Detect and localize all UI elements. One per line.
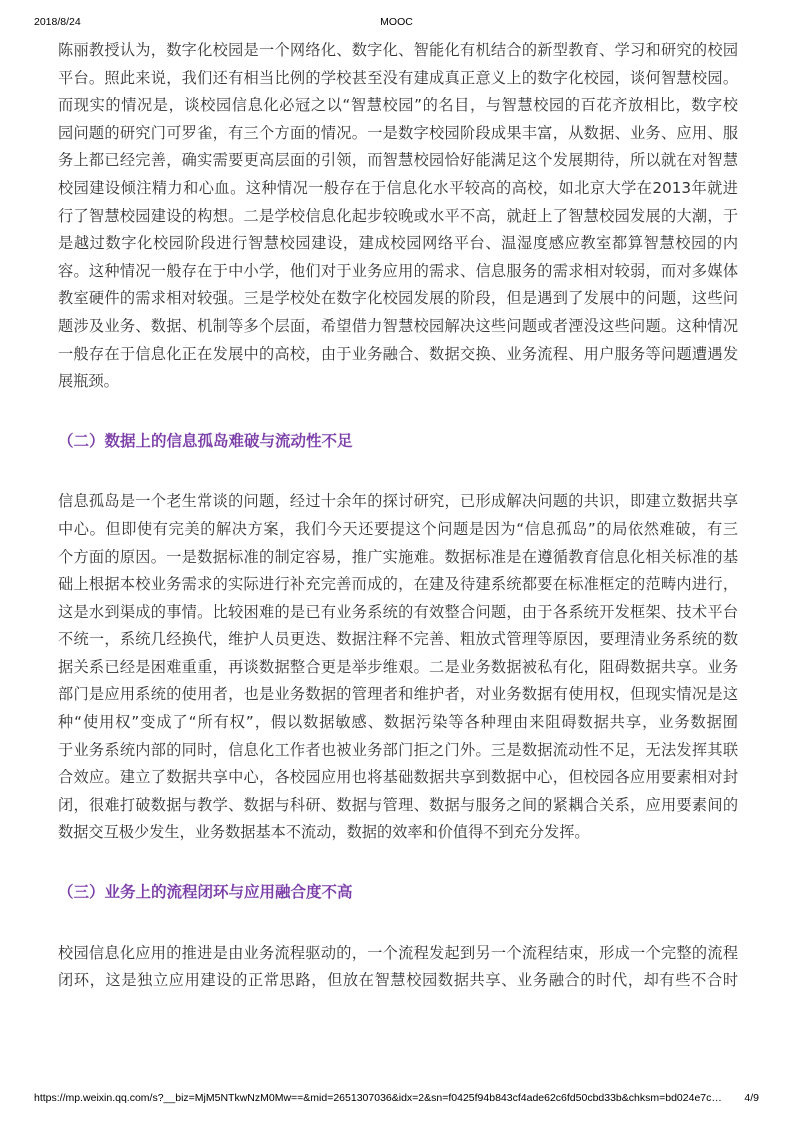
text-line: 于业务系统内部的同时，信息化工作者也被业务部门拒之门外。三是数据流动性不足，无法发挥其联: [58, 740, 738, 759]
section-heading: （二）数据上的信息孤岛难破与流动性不足: [58, 431, 353, 450]
text-line: 合效应。建立了数据共享中心，各校园应用也将基础数据共享到数据中心，但校园各应用要素相对封: [58, 768, 738, 787]
text-line: 校园信息化应用的推进是由业务流程驱动的，一个流程发起到另一个流程结束，形成一个完整的流程: [58, 943, 738, 962]
text-line: 种“使用权”变成了“所有权”，假以数据敏感、数据污染等各种理由来阻碍数据共享，业务数据囿: [58, 713, 738, 732]
text-line: 展瓶颈。: [58, 372, 119, 391]
text-line: 而现实的情况是，谈校园信息化必冠之以“智慧校园”的名目，与智慧校园的百花齐放相比，数字校: [58, 96, 738, 115]
paragraph: [58, 940, 738, 995]
footer-url-link[interactable]: https://mp.weixin.qq.com/s?__biz=MjM5NTkwNzM0Mw==&mid=2651307036&idx=2&sn=f0425f94b843cf4ade62c6fd50cbd33b&chksm=bd024e7c…: [34, 1092, 722, 1104]
header-date: 2018/8/24: [34, 16, 81, 28]
text-line: 陈丽教授认为，数字化校园是一个网络化、数字化、智能化有机结合的新型教育、学习和研究的校园: [58, 41, 738, 59]
text-line: 不统一，系统几经换代，维护人员更迭、数据注释不完善、粗放式管理等原因，要理清业务系统的数: [58, 630, 738, 649]
text-line: 信息孤岛是一个老生常谈的问题，经过十余年的探讨研究，已形成解决问题的共识，即建立数据共享: [58, 492, 738, 511]
text-line: 这是水到渠成的事情。比较困难的是已有业务系统的有效整合问题，由于各系统开发框架、技术平台: [58, 602, 738, 621]
page-footer: [0, 1092, 793, 1106]
article-body: [58, 37, 738, 995]
paragraph: [58, 488, 738, 847]
text-line: 一般存在于信息化正在发展中的高校，由于业务融合、数据交换、业务流程、用户服务等问题遭遇发: [58, 344, 738, 363]
text-line: 平台。照此来说，我们还有相当比例的学校甚至没有建成真正意义上的数字化校园，谈何智慧校园。: [58, 68, 738, 87]
text-line: 教室硬件的需求相对较强。三是学校处在数字化校园发展的阶段，但是遇到了发展中的问题，这些问: [58, 289, 738, 308]
text-line: 闭环，这是独立应用建设的正常思路，但放在智慧校园数据共享、业务融合的时代，却有些不合时: [58, 971, 738, 990]
text-line: 数据交互极少发生，业务数据基本不流动，数据的效率和价值得不到充分发挥。: [58, 823, 590, 842]
text-line: 务上都已经完善，确实需要更高层面的引领，而智慧校园恰好能满足这个发展期待，所以就在对智慧: [58, 151, 738, 170]
text-line: 闭，很难打破数据与教学、数据与科研、数据与管理、数据与服务之间的紧耦合关系，应用要素间的: [58, 795, 738, 814]
text-line: 础上根据本校业务需求的实际进行补充完善而成的，在建及待建系统都要在标准框定的范畴内进行，: [58, 575, 738, 594]
text-line: 中心。但即使有完美的解决方案，我们今天还要提这个问题是因为“信息孤岛”的局依然难破，有三: [58, 519, 738, 538]
header-site-title: MOOC: [380, 16, 413, 28]
text-line: 行了智慧校园建设的构想。二是学校信息化起步较晚或水平不高，就赶上了智慧校园发展的大潮，于: [58, 206, 738, 225]
page-header: [0, 16, 793, 30]
text-line: 题涉及业务、数据、机制等多个层面，希望借力智慧校园解决这些问题或者湮没这些问题。这种情况: [58, 316, 738, 335]
text-line: 园问题的研究门可罗雀，有三个方面的情况。一是数字校园阶段成果丰富，从数据、业务、应用、服: [58, 123, 738, 142]
text-line: 校园建设倾注精力和心血。这种情况一般存在于信息化水平较高的高校，如北京大学在2013年就进: [58, 178, 738, 197]
text-line: 是越过数字化校园阶段进行智慧校园建设，建成校园网络平台、温湿度感应教室都算智慧校园的内: [58, 234, 738, 253]
text-line: 个方面的原因。一是数据标准的制定容易，推广实施难。数据标准是在遵循教育信息化相关标准的基: [58, 547, 738, 566]
text-line: 据关系已经是困难重重，再谈数据整合更是举步维艰。二是业务数据被私有化，阻碍数据共享。业务: [58, 657, 738, 676]
page-number: 4/9: [744, 1092, 759, 1104]
text-line: 容。这种情况一般存在于中小学，他们对于业务应用的需求、信息服务的需求相对较弱，而对多媒体: [58, 261, 738, 280]
section-heading: （三）业务上的流程闭环与应用融合度不高: [58, 883, 353, 902]
text-line: 部门是应用系统的使用者，也是业务数据的管理者和维护者，对业务数据有使用权，但现实情况是这: [58, 685, 738, 704]
paragraph: [58, 37, 738, 396]
